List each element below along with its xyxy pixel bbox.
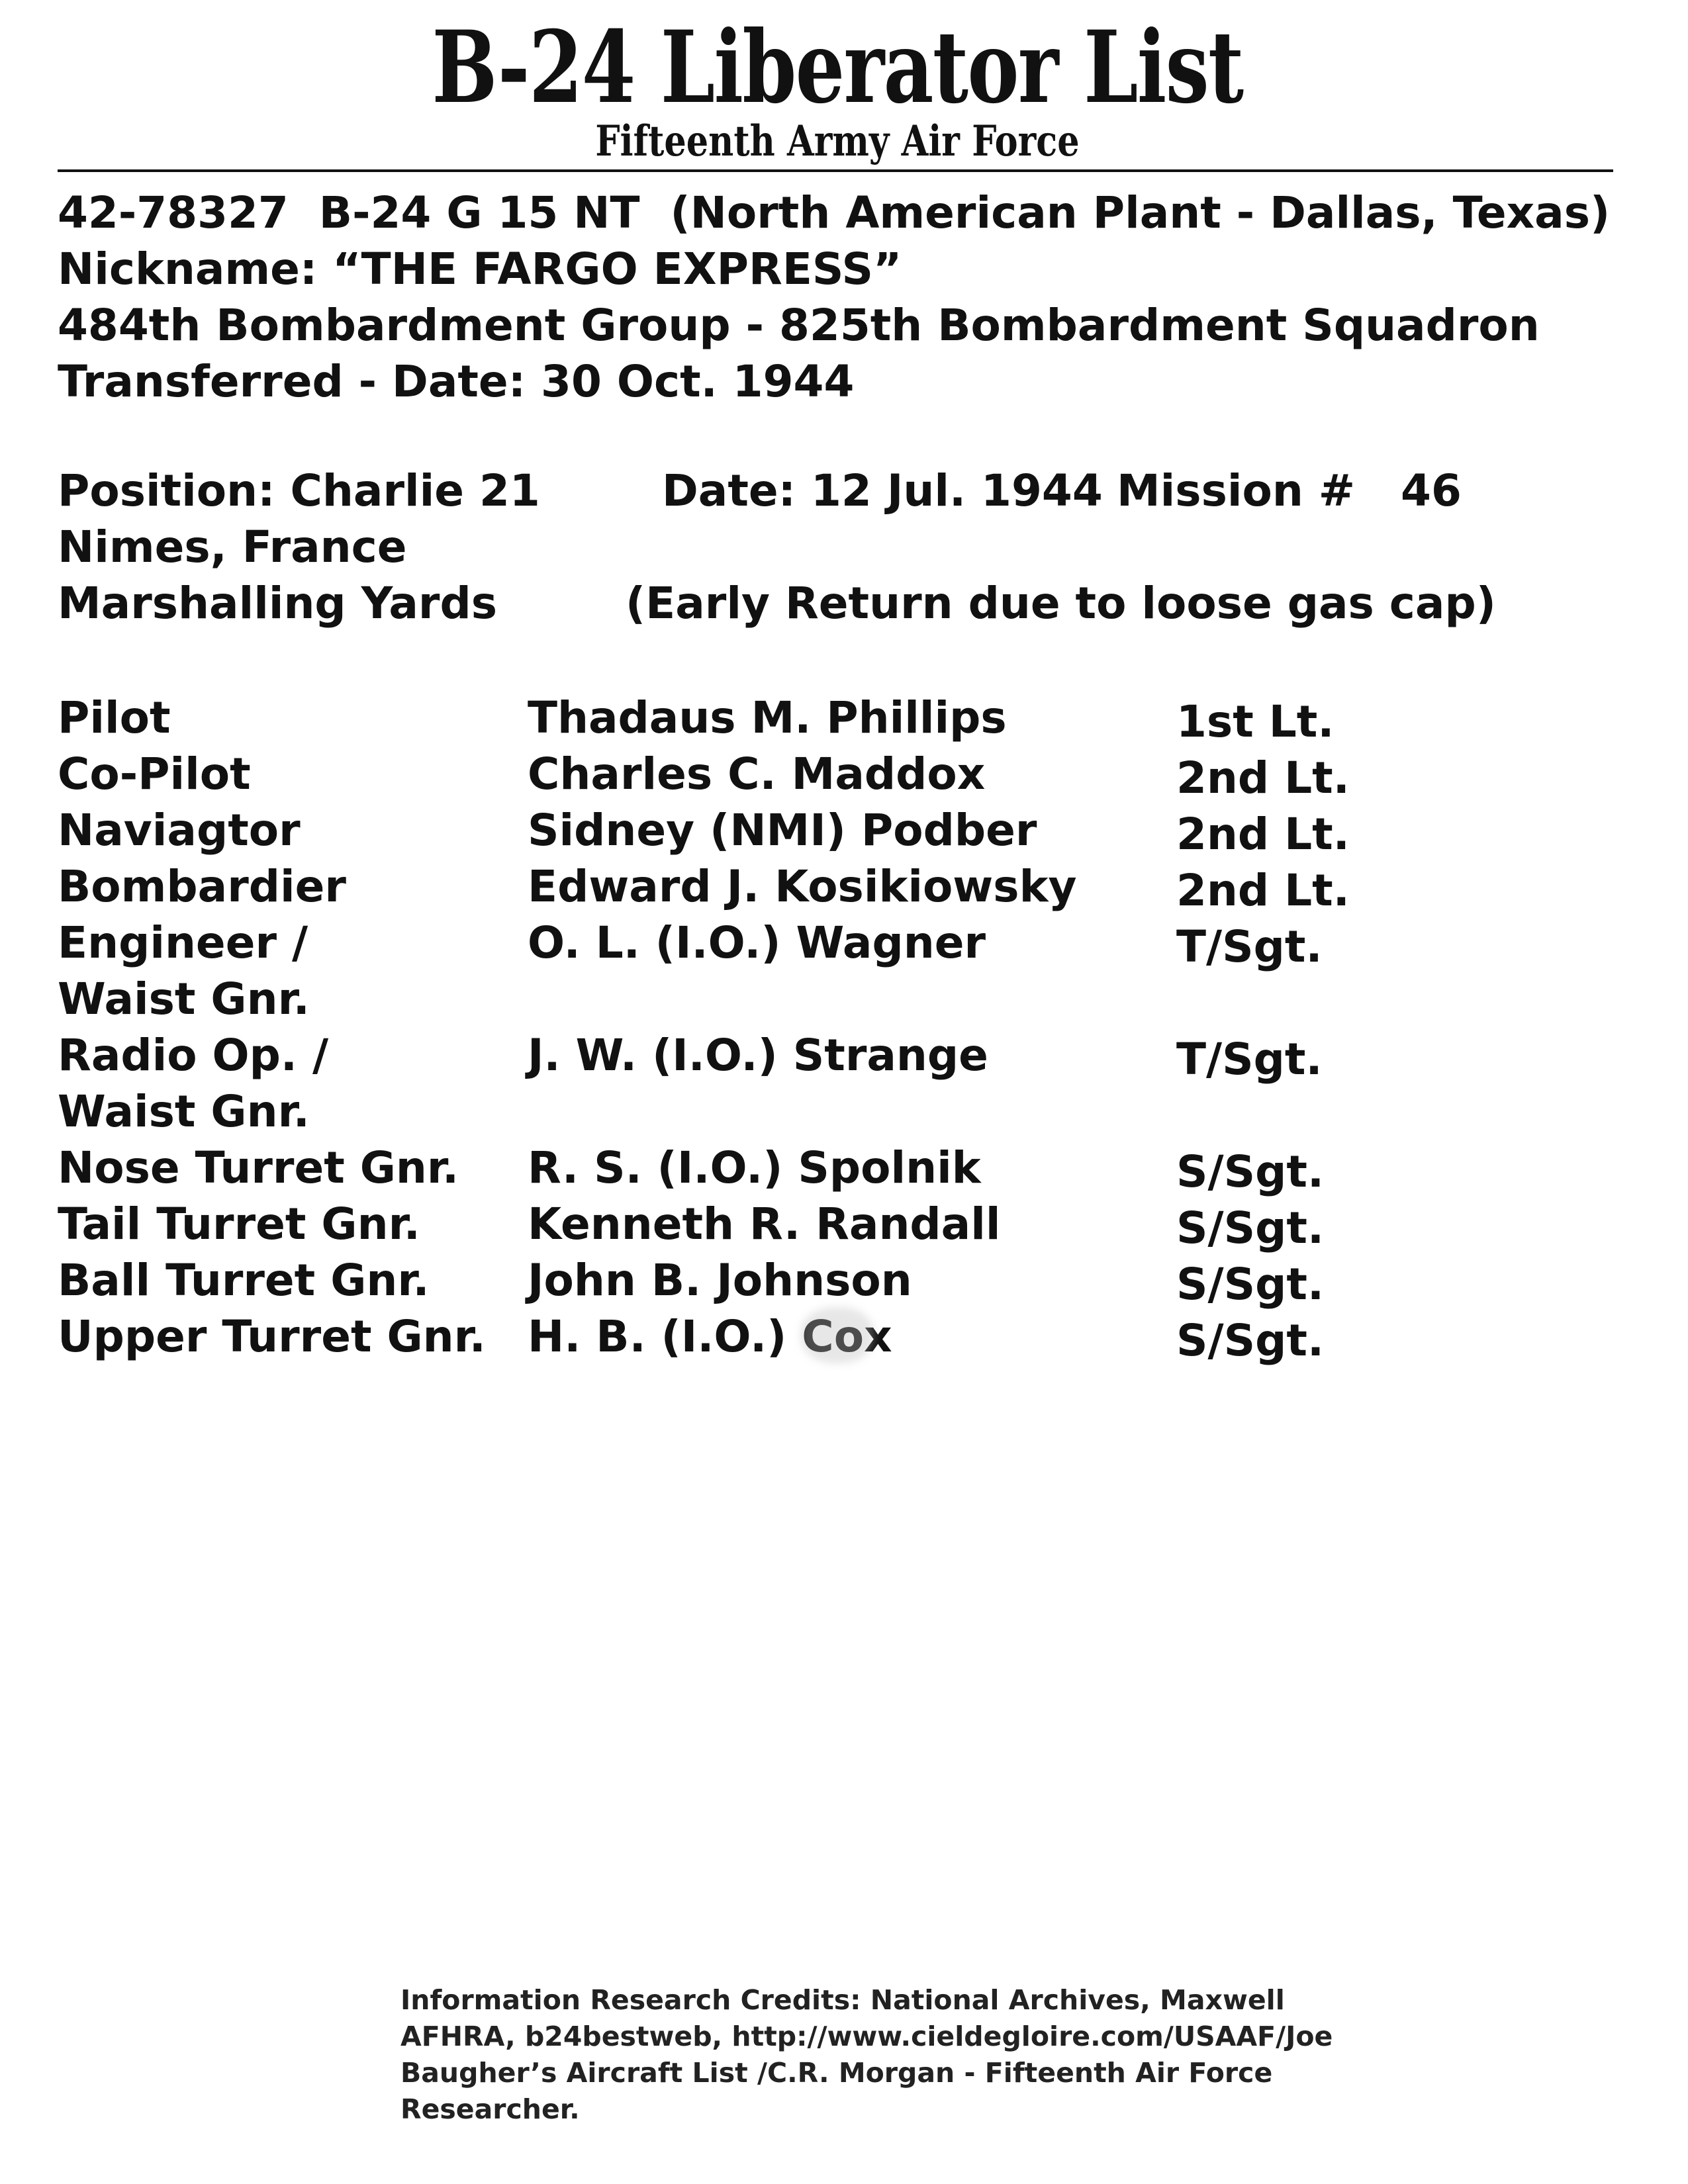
crew-position: Tail Turret Gnr. [58,1199,420,1250]
page-subtitle: Fifteenth Army Air Force [595,116,1080,166]
crew-row [58,858,1448,915]
aircraft-nickname-line: Nickname: “THE FARGO EXPRESS” [58,244,902,295]
crew-row [58,690,1448,746]
crew-rank: S/Sgt. [1176,1146,1325,1197]
crew-rank: S/Sgt. [1176,1315,1325,1366]
crew-position: Radio Op. / Waist Gnr. [58,1030,329,1137]
crew-row [58,746,1448,802]
crew-rank: T/Sgt. [1176,921,1323,972]
crew-position: Bombardier [58,861,346,912]
crew-rank: S/Sgt. [1176,1203,1325,1253]
aircraft-serial-line: 42-78327 B-24 G 15 NT (North American Plant - Dallas, Texas) [58,187,1611,238]
crew-row [58,1140,1448,1196]
crew-position: Pilot [58,692,171,743]
crew-position: Ball Turret Gnr. [58,1255,430,1306]
crew-row [58,1196,1448,1252]
crew-rank: 2nd Lt. [1176,752,1350,803]
mission-position: Position: Charlie 21 [58,465,540,516]
page-header [0,9,1688,166]
crew-rank: 2nd Lt. [1176,865,1350,916]
mission-row [58,465,1462,518]
crew-name: Thadaus M. Phillips [528,692,1007,743]
crew-row [58,1027,1448,1140]
crew-row [58,915,1448,1027]
crew-name: H. B. (I.O.) Cox [528,1311,892,1362]
crew-name: Sidney (NMI) Podber [528,805,1037,856]
smudge-mark [801,1307,874,1363]
crew-position: Naviagtor [58,805,301,856]
crew-name: Kenneth R. Randall [528,1199,1001,1250]
crew-name: R. S. (I.O.) Spolnik [528,1142,981,1193]
mission-target: Marshalling Yards [58,578,497,629]
header-divider [58,169,1613,172]
crew-list [58,690,1448,1365]
page-title: B-24 Liberator List [432,9,1243,126]
crew-rank: 1st Lt. [1176,696,1335,747]
crew-position: Co-Pilot [58,749,251,799]
mission-note: (Early Return due to loose gas cap) [626,578,1496,629]
crew-name: O. L. (I.O.) Wagner [528,917,986,968]
crew-rank: S/Sgt. [1176,1259,1325,1310]
crew-name: Edward J. Kosikiowsky [528,861,1077,912]
mission-location: Nimes, France [58,522,407,572]
aircraft-transfer-line: Transferred - Date: 30 Oct. 1944 [58,356,855,407]
crew-row [58,1308,1448,1365]
crew-rank: T/Sgt. [1176,1034,1323,1085]
crew-position: Upper Turret Gnr. [58,1311,486,1362]
crew-position: Engineer / Waist Gnr. [58,917,310,1024]
crew-row [58,802,1448,858]
mission-date: Date: 12 Jul. 1944 [662,465,1103,516]
crew-name: John B. Johnson [528,1255,912,1306]
crew-rank: 2nd Lt. [1176,809,1350,860]
research-credits: Information Research Credits: National Archives, Maxwell AFHRA, b24bestweb, http://www.cieldegloire.com/USAAF/Joe Baugher’s Aircraft List /C.R. Morgan - Fifteenth Air Force Researcher. [400,1984,1333,2125]
mission-number: Mission # 46 [1117,465,1462,516]
crew-position: Nose Turret Gnr. [58,1142,459,1193]
crew-name: Charles C. Maddox [528,749,986,799]
aircraft-unit-line: 484th Bombardment Group - 825th Bombardment Squadron [58,300,1540,351]
crew-row [58,1252,1448,1308]
crew-name: J. W. (I.O.) Strange [528,1030,988,1081]
